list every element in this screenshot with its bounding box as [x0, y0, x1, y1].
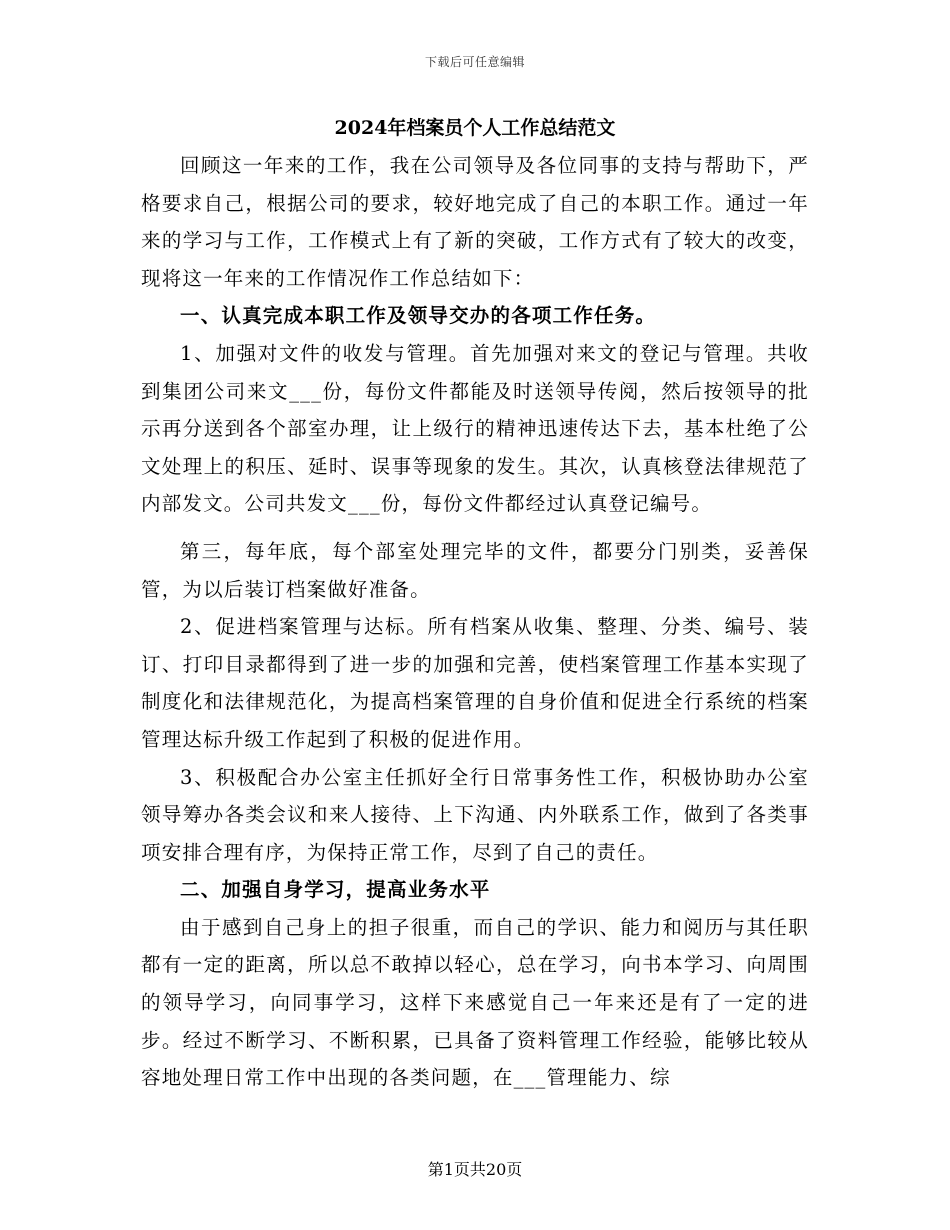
paragraph-learning: 由于感到自己身上的担子很重，而自己的学识、能力和阅历与其任职都有一定的距离，所以总不敢掉以轻心，总在学习，向书本学习、向周围的领导学习，向同事学习，这样下来感觉自己一年来还是有了一定的进步。经过不断学习、不断积累，已具备了资料管理工作经验，能够比较从容地处理日常工作中出现的各类问题，在___管理能力、综	[141, 915, 809, 1090]
paragraph-item-3: 3、积极配合办公室主任抓好全行日常事务性工作，积极协助办公室领导筹办各类会议和来人接待、上下沟通、内外联系工作，做到了各类事项安排合理有序，为保持正常工作，尽到了自己的责任。	[141, 765, 809, 864]
paragraph-third: 第三，每年底，每个部室处理完毕的文件，都要分门别类，妥善保管，为以后装订档案做好准备。	[141, 539, 809, 601]
download-edit-note: 下载后可任意编辑	[424, 55, 525, 69]
section-heading-1: 一、认真完成本职工作及领导交办的各项工作任务。	[180, 304, 657, 328]
document-title: 2024年档案员个人工作总结范文	[334, 117, 616, 139]
intro-paragraph: 回顾这一年来的工作，我在公司领导及各位同事的支持与帮助下，严格要求自己，根据公司的要求，较好地完成了自己的本职工作。通过一年来的学习与工作，工作模式上有了新的突破，工作方式有了较大的改变，现将这一年来的工作情况作工作总结如下：	[141, 154, 809, 290]
section-heading-2: 二、加强自身学习，提高业务水平	[180, 878, 491, 902]
paragraph-item-2: 2、促进档案管理与达标。所有档案从收集、整理、分类、编号、装订、打印目录都得到了进一步的加强和完善，使档案管理工作基本实现了制度化和法律规范化，为提高档案管理的自身价值和促进全行系统的档案管理达标升级工作起到了积极的促进作用。	[141, 615, 809, 751]
paragraph-item-1: 1、加强对文件的收发与管理。首先加强对来文的登记与管理。共收到集团公司来文___份，每份文件都能及时送领导传阅，然后按领导的批示再分送到各个部室办理，让上级行的精神迅速传达下去，基本杜绝了公文处理上的积压、延时、误事等现象的发生。其次，认真核登法律规范了内部发文。公司共发文___份，每份文件都经过认真登记编号。	[141, 341, 809, 516]
document-body	[141, 147, 809, 1097]
page-number-footer: 第1页共20页	[427, 1160, 523, 1179]
